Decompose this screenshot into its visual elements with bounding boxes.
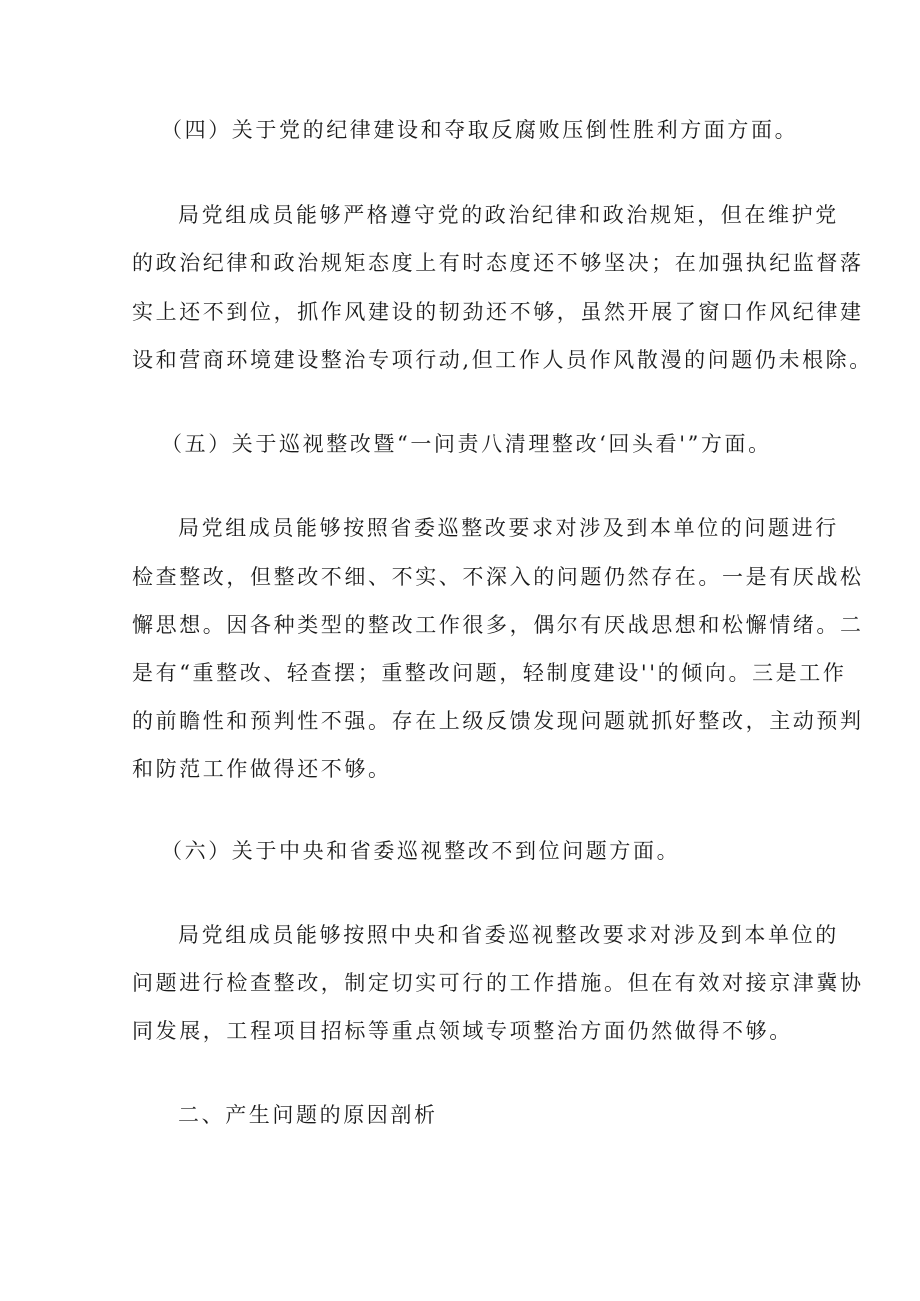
section-5-paragraph-line: 的前瞻性和预判性不强。存在上级反馈发现问题就抓好整改，主动预判 [132,709,864,733]
section-5-paragraph-line: 局党组成员能够按照省委巡整改要求对涉及到本单位的问题进行 [178,516,839,540]
section-4-paragraph-line: 的政治纪律和政治规矩态度上有时态度还不够坚决；在加强执纪监督落 [132,251,864,275]
section-5-paragraph-line: 懈思想。因各种类型的整改工作很多，偶尔有厌战思想和松懈情绪。二 [132,613,864,637]
section-5-paragraph-line: 是有“重整改、轻查摆；重整改问题，轻制度建设''的倾向。三是工作 [132,661,847,685]
section-5-paragraph-line: 和防范工作做得还不够。 [132,757,392,781]
section-4-paragraph-line: 实上还不到位，抓作风建设的韧劲还不够，虽然开展了窗口作风纪律建 [132,300,864,324]
section-4-paragraph-line: 设和营商环境建设整治专项行动,但工作人员作风散漫的问题仍未根除。 [132,348,873,372]
section-6-heading: （六）关于中央和省委巡视整改不到位问题方面。 [161,839,681,863]
section-5-paragraph-line: 检查整改，但整改不细、不实、不深入的问题仍然存在。一是有厌战松 [132,565,864,589]
section-4-heading: （四）关于党的纪律建设和夺取反腐败压倒性胜利方面方面。 [161,118,799,142]
section-4-paragraph-line: 局党组成员能够严格遵守党的政治纪律和政治规矩，但在维护党 [178,203,839,227]
section-6-paragraph-line: 问题进行检查整改，制定切实可行的工作措施。但在有效对接京津冀协 [132,971,864,995]
part-2-heading: 二、产生问题的原因剖析 [178,1103,438,1127]
section-6-paragraph-line: 同发展，工程项目招标等重点领域专项整治方面仍然做得不够。 [132,1019,793,1043]
section-6-paragraph-line: 局党组成员能够按照中央和省委巡视整改要求对涉及到本单位的 [178,923,839,947]
section-5-heading: （五）关于巡视整改暨“一问责八清理整改‘回头看'”方面。 [161,432,772,456]
